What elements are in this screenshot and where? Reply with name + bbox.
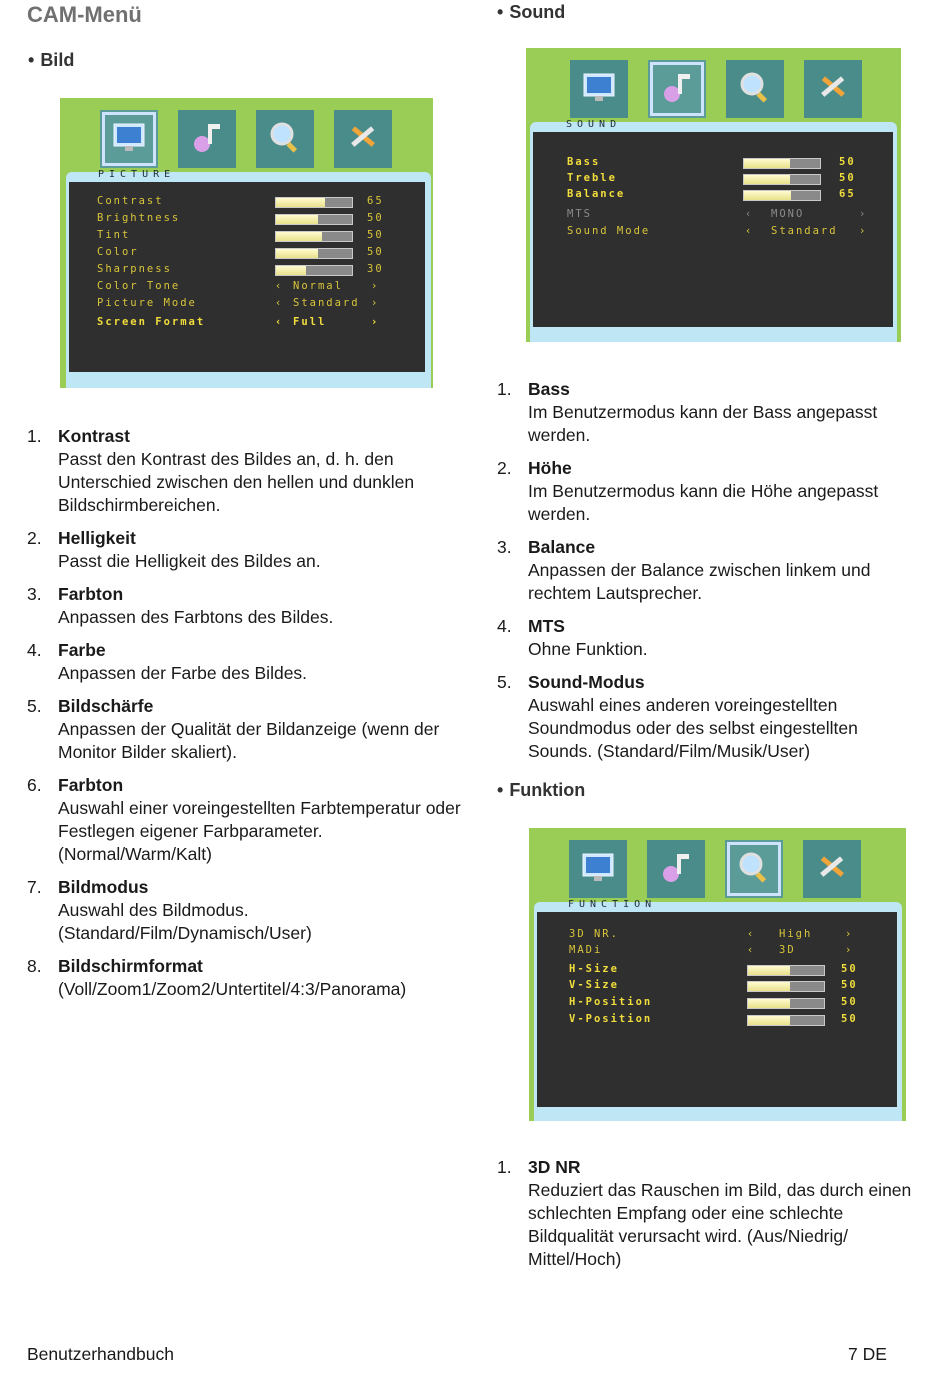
menu-row-v-position — [537, 1013, 897, 1029]
sound-menu-frame — [530, 119, 897, 342]
menu-row-option: 3D — [779, 944, 796, 956]
list-number: 1. — [27, 426, 42, 446]
list-number: 6. — [27, 775, 42, 795]
tab-sound — [647, 840, 705, 898]
menu-row-label: Screen Format — [97, 316, 206, 328]
menu-row-h-size — [537, 963, 897, 979]
list-title: Helligkeit — [58, 528, 136, 548]
chevron-right-icon: › — [859, 225, 868, 237]
tab-setup — [334, 110, 392, 168]
chevron-right-icon: › — [371, 297, 380, 309]
menu-row-label: Balance — [567, 188, 626, 200]
menu-row-color — [69, 246, 425, 262]
chevron-left-icon: ‹ — [745, 225, 754, 237]
menu-row-option: Standard — [771, 225, 838, 237]
tab-picture — [570, 60, 628, 118]
menu-row-value: 65 — [839, 188, 856, 200]
list-item — [497, 1156, 929, 1271]
list-number: 1. — [497, 379, 512, 399]
tab-setup — [804, 60, 862, 118]
level-bar — [743, 158, 821, 169]
menu-row-option: Full — [293, 316, 327, 328]
music-note-icon — [656, 66, 698, 113]
list-number: 1. — [497, 1157, 512, 1177]
menu-row-brightness — [69, 212, 425, 228]
menu-row-label: MADi — [569, 944, 603, 956]
picture-menu-tabs — [100, 110, 403, 170]
level-bar — [275, 265, 353, 276]
list-item — [27, 695, 467, 764]
menu-row-tint — [69, 229, 425, 245]
menu-row-label: H-Position — [569, 996, 653, 1008]
chevron-right-icon: › — [371, 316, 380, 328]
list-item — [497, 671, 917, 763]
chevron-left-icon: ‹ — [747, 944, 756, 956]
menu-row-madi — [537, 944, 897, 960]
list-title: Farbton — [58, 775, 124, 795]
menu-row-label: Contrast — [97, 195, 164, 207]
section-heading-bild: • Bild — [28, 50, 75, 70]
tab-picture — [100, 110, 158, 168]
chevron-right-icon: › — [371, 280, 380, 292]
section-heading-funktion-label: Funktion — [509, 780, 586, 800]
section-heading-sound: • Sound — [497, 2, 566, 22]
list-description: Im Benutzermodus kann der Bass angepasst werden. — [528, 402, 878, 445]
list-title: Farbton — [58, 584, 124, 604]
menu-row-value: 50 — [367, 212, 384, 224]
menu-row-balance — [533, 188, 893, 204]
magnifier-icon — [734, 66, 776, 113]
list-description: Reduziert das Rauschen im Bild, das durch einen schlechten Empfang oder eine schlechte Bildqualität verursacht wird. (Aus/Niedrig/ Mittel/Hoch) — [528, 1180, 912, 1269]
list-description: Passt den Kontrast des Bildes an, d. h. den Unterschied zwischen den hellen und dunklen Bildschirmbereichen. — [58, 449, 415, 515]
menu-row-label: Sharpness — [97, 263, 172, 275]
list-item — [497, 457, 917, 526]
picture-menu-screenshot — [60, 98, 433, 388]
menu-row-mts — [533, 208, 893, 224]
menu-row-value: 50 — [841, 996, 858, 1008]
level-bar — [743, 190, 821, 201]
chevron-left-icon: ‹ — [275, 316, 284, 328]
list-number: 4. — [497, 616, 512, 636]
tab-setup — [803, 840, 861, 898]
monitor-icon — [108, 116, 150, 163]
menu-row-3d-nr — [537, 928, 897, 944]
list-number: 8. — [27, 956, 42, 976]
menu-row-label: H-Size — [569, 963, 619, 975]
menu-row-value: 50 — [839, 156, 856, 168]
sound-list — [497, 378, 917, 773]
list-item — [27, 425, 467, 517]
list-description: Anpassen der Qualität der Bildanzeige (wenn der Monitor Bilder skaliert). — [58, 719, 440, 762]
list-number: 2. — [497, 458, 512, 478]
menu-row-label: Treble — [567, 172, 617, 184]
level-bar — [275, 197, 353, 208]
list-description: Ohne Funktion. — [528, 639, 648, 659]
list-description: Anpassen der Balance zwischen linkem und rechtem Lautsprecher. — [528, 560, 871, 603]
menu-row-value: 50 — [839, 172, 856, 184]
tab-sound — [648, 60, 706, 118]
tab-sound — [178, 110, 236, 168]
picture-menu-frame — [66, 169, 431, 388]
menu-row-label: 3D NR. — [569, 928, 619, 940]
funktion-list — [497, 1156, 929, 1281]
menu-row-label: Brightness — [97, 212, 181, 224]
menu-row-screen-format — [69, 316, 425, 332]
list-title: Farbe — [58, 640, 106, 660]
function-menu-tabs — [569, 840, 876, 900]
sound-menu-tabs — [570, 60, 871, 120]
chevron-right-icon: › — [845, 928, 854, 940]
chevron-left-icon: ‹ — [275, 297, 284, 309]
monitor-icon — [578, 66, 620, 113]
list-item — [497, 615, 917, 661]
function-menu-screenshot — [529, 828, 906, 1121]
menu-row-contrast — [69, 195, 425, 211]
menu-row-value: 65 — [367, 195, 384, 207]
section-heading-bild-label: Bild — [40, 50, 75, 70]
section-heading-sound-label: Sound — [509, 2, 566, 22]
list-number: 2. — [27, 528, 42, 548]
level-bar — [747, 998, 825, 1009]
list-number: 7. — [27, 877, 42, 897]
list-item — [497, 378, 917, 447]
list-description: Anpassen der Farbe des Bildes. — [58, 663, 308, 683]
list-item — [27, 639, 467, 685]
list-item — [27, 774, 467, 866]
list-title: Kontrast — [58, 426, 130, 446]
chevron-left-icon: ‹ — [745, 208, 754, 220]
menu-row-value: 50 — [841, 1013, 858, 1025]
sound-menu-screenshot — [526, 48, 901, 342]
magnifier-icon — [733, 846, 775, 893]
menu-row-option: High — [779, 928, 813, 940]
function-menu-screen — [537, 912, 897, 1107]
menu-row-value: 50 — [841, 979, 858, 991]
page-number: 7 DE — [848, 1344, 887, 1364]
chevron-left-icon: ‹ — [275, 280, 284, 292]
list-title: MTS — [528, 616, 565, 636]
page-title: CAM-Menü — [27, 2, 142, 27]
list-title: Balance — [528, 537, 596, 557]
menu-row-value: 50 — [367, 229, 384, 241]
list-title: Sound-Modus — [528, 672, 645, 692]
tools-icon — [812, 66, 854, 113]
list-title: Bildmodus — [58, 877, 149, 897]
list-number: 5. — [27, 696, 42, 716]
list-item — [27, 527, 467, 573]
level-bar — [747, 965, 825, 976]
menu-row-value: 50 — [367, 246, 384, 258]
list-title: 3D NR — [528, 1157, 581, 1177]
list-item — [27, 583, 467, 629]
music-note-icon — [655, 846, 697, 893]
list-title: Bildschärfe — [58, 696, 154, 716]
menu-row-label: V-Position — [569, 1013, 653, 1025]
menu-row-treble — [533, 172, 893, 188]
monitor-icon — [577, 846, 619, 893]
tab-picture — [569, 840, 627, 898]
menu-row-option: Normal — [293, 280, 343, 292]
tab-function — [726, 60, 784, 118]
menu-row-bass — [533, 156, 893, 172]
menu-row-option: Standard — [293, 297, 360, 309]
menu-row-label: Tint — [97, 229, 131, 241]
menu-row-color-tone — [69, 280, 425, 296]
list-number: 3. — [27, 584, 42, 604]
level-bar — [743, 174, 821, 185]
chevron-right-icon: › — [845, 944, 854, 956]
sound-menu-caption: SOUND — [566, 119, 622, 130]
list-number: 3. — [497, 537, 512, 557]
list-item — [27, 876, 467, 945]
list-item — [497, 536, 917, 605]
list-description: Im Benutzermodus kann die Höhe angepasst werden. — [528, 481, 879, 524]
menu-row-h-position — [537, 996, 897, 1012]
list-item — [27, 955, 467, 1001]
tools-icon — [811, 846, 853, 893]
level-bar — [275, 214, 353, 225]
menu-row-sound-mode — [533, 225, 893, 241]
menu-row-value: 30 — [367, 263, 384, 275]
picture-menu-caption: PICTURE — [98, 169, 176, 180]
magnifier-icon — [264, 116, 306, 163]
tools-icon — [342, 116, 384, 163]
tab-function — [256, 110, 314, 168]
menu-row-sharpness — [69, 263, 425, 279]
function-menu-caption: FUNCTION — [568, 899, 657, 910]
tab-function — [725, 840, 783, 898]
list-description: Auswahl einer voreingestellten Farbtemperatur oder Festlegen eigener Farbparameter. (Normal/Warm/Kalt) — [58, 798, 461, 864]
list-description: Auswahl eines anderen voreingestellten Soundmodus oder des selbst eingestellten Sounds. (Standard/Film/Musik/User) — [528, 695, 858, 761]
chevron-left-icon: ‹ — [747, 928, 756, 940]
menu-row-label: V-Size — [569, 979, 619, 991]
menu-row-picture-mode — [69, 297, 425, 313]
footer-manual-title: Benutzerhandbuch — [27, 1344, 174, 1364]
menu-row-value: 50 — [841, 963, 858, 975]
level-bar — [747, 1015, 825, 1026]
list-description: Anpassen des Farbtons des Bildes. — [58, 607, 334, 627]
list-title: Bildschirmformat — [58, 956, 203, 976]
menu-row-label: Sound Mode — [567, 225, 651, 237]
level-bar — [747, 981, 825, 992]
bild-list — [27, 425, 467, 1011]
list-description: (Voll/Zoom1/Zoom2/Untertitel/4:3/Panorama) — [58, 979, 407, 999]
list-title: Höhe — [528, 458, 572, 478]
list-number: 5. — [497, 672, 512, 692]
menu-row-label: MTS — [567, 208, 592, 220]
level-bar — [275, 248, 353, 259]
chevron-right-icon: › — [859, 208, 868, 220]
level-bar — [275, 231, 353, 242]
sound-menu-screen — [533, 132, 893, 327]
menu-row-label: Picture Mode — [97, 297, 197, 309]
menu-row-v-size — [537, 979, 897, 995]
menu-row-label: Color — [97, 246, 139, 258]
list-description: Auswahl des Bildmodus. (Standard/Film/Dynamisch/User) — [58, 900, 312, 943]
picture-menu-screen — [69, 182, 425, 372]
list-description: Passt die Helligkeit des Bildes an. — [58, 551, 321, 571]
menu-row-label: Color Tone — [97, 280, 181, 292]
menu-row-label: Bass — [567, 156, 601, 168]
list-number: 4. — [27, 640, 42, 660]
list-title: Bass — [528, 379, 570, 399]
section-heading-funktion: • Funktion — [497, 780, 586, 800]
function-menu-frame — [534, 899, 902, 1121]
menu-row-option: MONO — [771, 208, 805, 220]
music-note-icon — [186, 116, 228, 163]
